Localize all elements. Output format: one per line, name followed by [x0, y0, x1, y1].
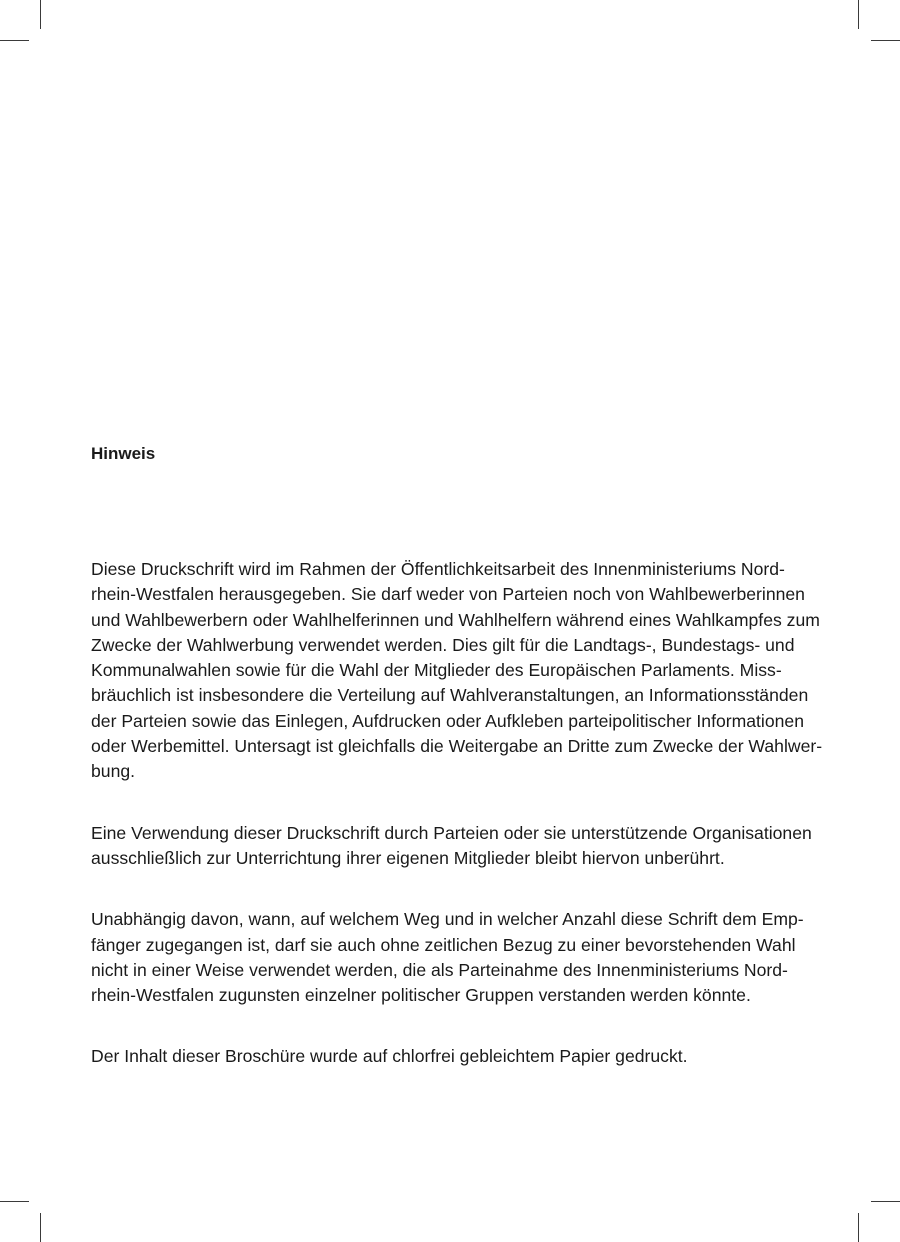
crop-mark-top-left-vertical: [40, 0, 41, 29]
text-line: Der Inhalt dieser Broschüre wurde auf chlorfrei gebleichtem Papier gedruckt.: [91, 1046, 688, 1067]
text-line: rhein-Westfalen herausgegeben. Sie darf weder von Parteien noch von Wahlbewerberinnen: [91, 584, 805, 605]
crop-mark-bottom-right-vertical: [858, 1213, 859, 1242]
text-line: Zwecke der Wahlwerbung verwendet werden. Dies gilt für die Landtags-, Bundestags- und: [91, 634, 795, 655]
crop-mark-bottom-left-horizontal: [0, 1201, 29, 1202]
text-line: und Wahlbewerbern oder Wahlhelferinnen und Wahlhelfern während eines Wahlkampfes zum: [91, 609, 820, 630]
notice-body: [91, 557, 823, 1070]
crop-mark-top-right-vertical: [858, 0, 859, 29]
paragraph-independent-use: [91, 907, 813, 1008]
text-line: Eine Verwendung dieser Druckschrift durch Parteien oder sie unterstützende Organisationen: [91, 822, 812, 843]
paragraph-election-advertising: [91, 557, 823, 785]
crop-mark-bottom-left-vertical: [40, 1213, 41, 1242]
text-line: rhein-Westfalen zugunsten einzelner politischer Gruppen verstanden werden könnte.: [91, 985, 751, 1006]
text-line: nicht in einer Weise verwendet werden, die als Parteinahme des Innenministeriums Nord-: [91, 959, 788, 980]
crop-mark-bottom-right-horizontal: [871, 1201, 900, 1202]
paragraph-paper-note: [91, 1044, 813, 1069]
text-line: bräuchlich ist insbesondere die Verteilung auf Wahlveranstaltungen, an Informationsständen: [91, 685, 809, 706]
text-line: Diese Druckschrift wird im Rahmen der Öffentlichkeitsarbeit des Innenministeriums Nord-: [91, 559, 785, 579]
text-line: der Parteien sowie das Einlegen, Aufdrucken oder Aufkleben parteipolitischer Informationen: [91, 710, 804, 731]
text-line: fänger zugegangen ist, darf sie auch ohne zeitlichen Bezug zu einer bevorstehenden Wahl: [91, 934, 796, 955]
text-line: bung.: [91, 761, 136, 782]
crop-mark-top-left-horizontal: [0, 40, 29, 41]
paragraph-party-members: [91, 821, 813, 872]
text-line: oder Werbemittel. Untersagt ist gleichfalls die Weitergabe an Dritte zum Zwecke der Wahlwer-: [91, 736, 823, 757]
text-line: Kommunalwahlen sowie für die Wahl der Mitglieder des Europäischen Parlaments. Miss-: [91, 660, 782, 681]
page-heading: Hinweis: [91, 444, 156, 463]
text-line: ausschließlich zur Unterrichtung ihrer eigenen Mitglieder bleibt hiervon unberührt.: [91, 847, 725, 868]
crop-mark-top-right-horizontal: [871, 40, 900, 41]
text-line: Unabhängig davon, wann, auf welchem Weg und in welcher Anzahl diese Schrift dem Emp-: [91, 909, 804, 930]
